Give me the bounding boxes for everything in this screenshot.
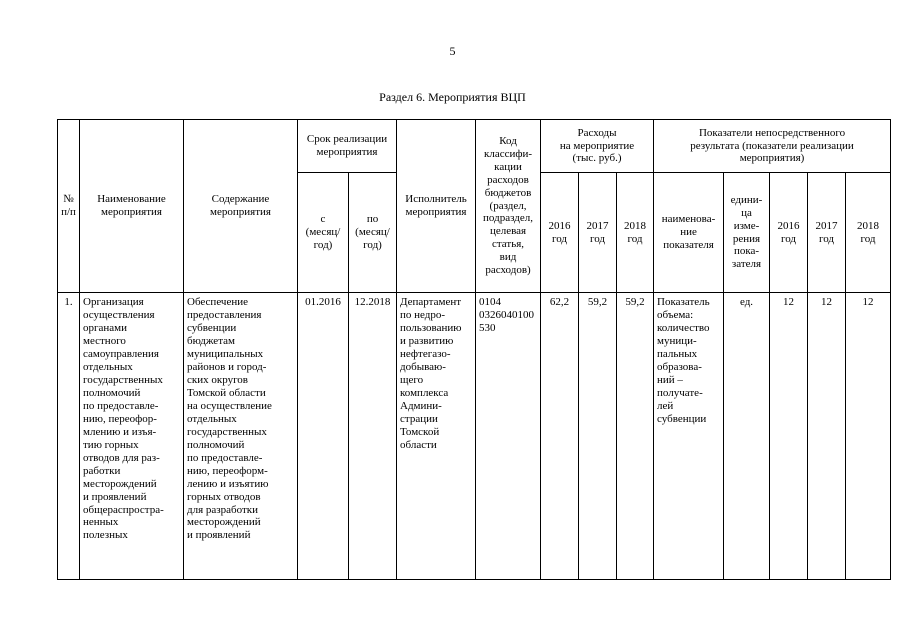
header-period: Срок реализации мероприятия xyxy=(298,120,397,173)
header-row-1 xyxy=(58,120,891,173)
header-period-from: с (месяц/ год) xyxy=(298,173,349,293)
cell-ind-2016: 12 xyxy=(770,293,808,580)
header-code: Код классифи- кации расходов бюджетов (раздел, подраздел, целевая статья, вид расходов) xyxy=(476,120,541,293)
cell-ind-name: Показатель объема: количество муници- пальных образова- ний – получате- лей субвенции xyxy=(654,293,724,580)
header-indicators: Показатели непосредственного результата (показатели реализации мероприятия) xyxy=(654,120,891,173)
page-number: 5 xyxy=(449,44,456,58)
cell-period-to: 12.2018 xyxy=(349,293,397,580)
cell-exp-2017: 59,2 xyxy=(579,293,617,580)
header-executor: Исполнитель мероприятия xyxy=(397,120,476,293)
cell-code: 0104 0326040100 530 xyxy=(476,293,541,580)
header-ind-2018: 2018 год xyxy=(846,173,891,293)
header-name: Наименование мероприятия xyxy=(80,120,184,293)
header-exp-2017: 2017 год xyxy=(579,173,617,293)
header-period-to: по (месяц/ год) xyxy=(349,173,397,293)
header-ind-2016: 2016 год xyxy=(770,173,808,293)
header-exp-2016: 2016 год xyxy=(541,173,579,293)
activities-table xyxy=(57,119,891,580)
header-content: Содержание мероприятия xyxy=(184,120,298,293)
cell-exp-2016: 62,2 xyxy=(541,293,579,580)
cell-exp-2018: 59,2 xyxy=(617,293,654,580)
cell-ind-2017: 12 xyxy=(808,293,846,580)
cell-num: 1. xyxy=(58,293,80,580)
cell-ind-2018: 12 xyxy=(846,293,891,580)
header-exp-2018: 2018 год xyxy=(617,173,654,293)
header-expenses: Расходы на мероприятие (тыс. руб.) xyxy=(541,120,654,173)
cell-content: Обеспечение предоставления субвенции бюджетам муниципальных районов и город- ских округов Томской области на осуществление отдельных государственных полномочий по предоставле- нию, переоформ- лению и изъятию горных отводов для разработки месторождений и проявлений xyxy=(184,293,298,580)
header-num: № п/п xyxy=(58,120,80,293)
cell-name: Организация осуществления органами местного самоуправления отдельных государственных полномочий по предоставле- нию, переофор- млению и изъя- тию горных отводов для раз- работки месторождений и проявлений общераспростра- ненных полезных xyxy=(80,293,184,580)
header-ind-name: наименова- ние показателя xyxy=(654,173,724,293)
table-row xyxy=(58,293,891,580)
cell-ind-unit: ед. xyxy=(724,293,770,580)
cell-period-from: 01.2016 xyxy=(298,293,349,580)
header-ind-unit: едини- ца изме- рения пока- зателя xyxy=(724,173,770,293)
section-title: Раздел 6. Мероприятия ВЦП xyxy=(379,90,526,104)
header-ind-2017: 2017 год xyxy=(808,173,846,293)
cell-executor: Департамент по недро- пользованию и развитию нефтегазо- добываю- щего комплекса Админи- страции Томской области xyxy=(397,293,476,580)
